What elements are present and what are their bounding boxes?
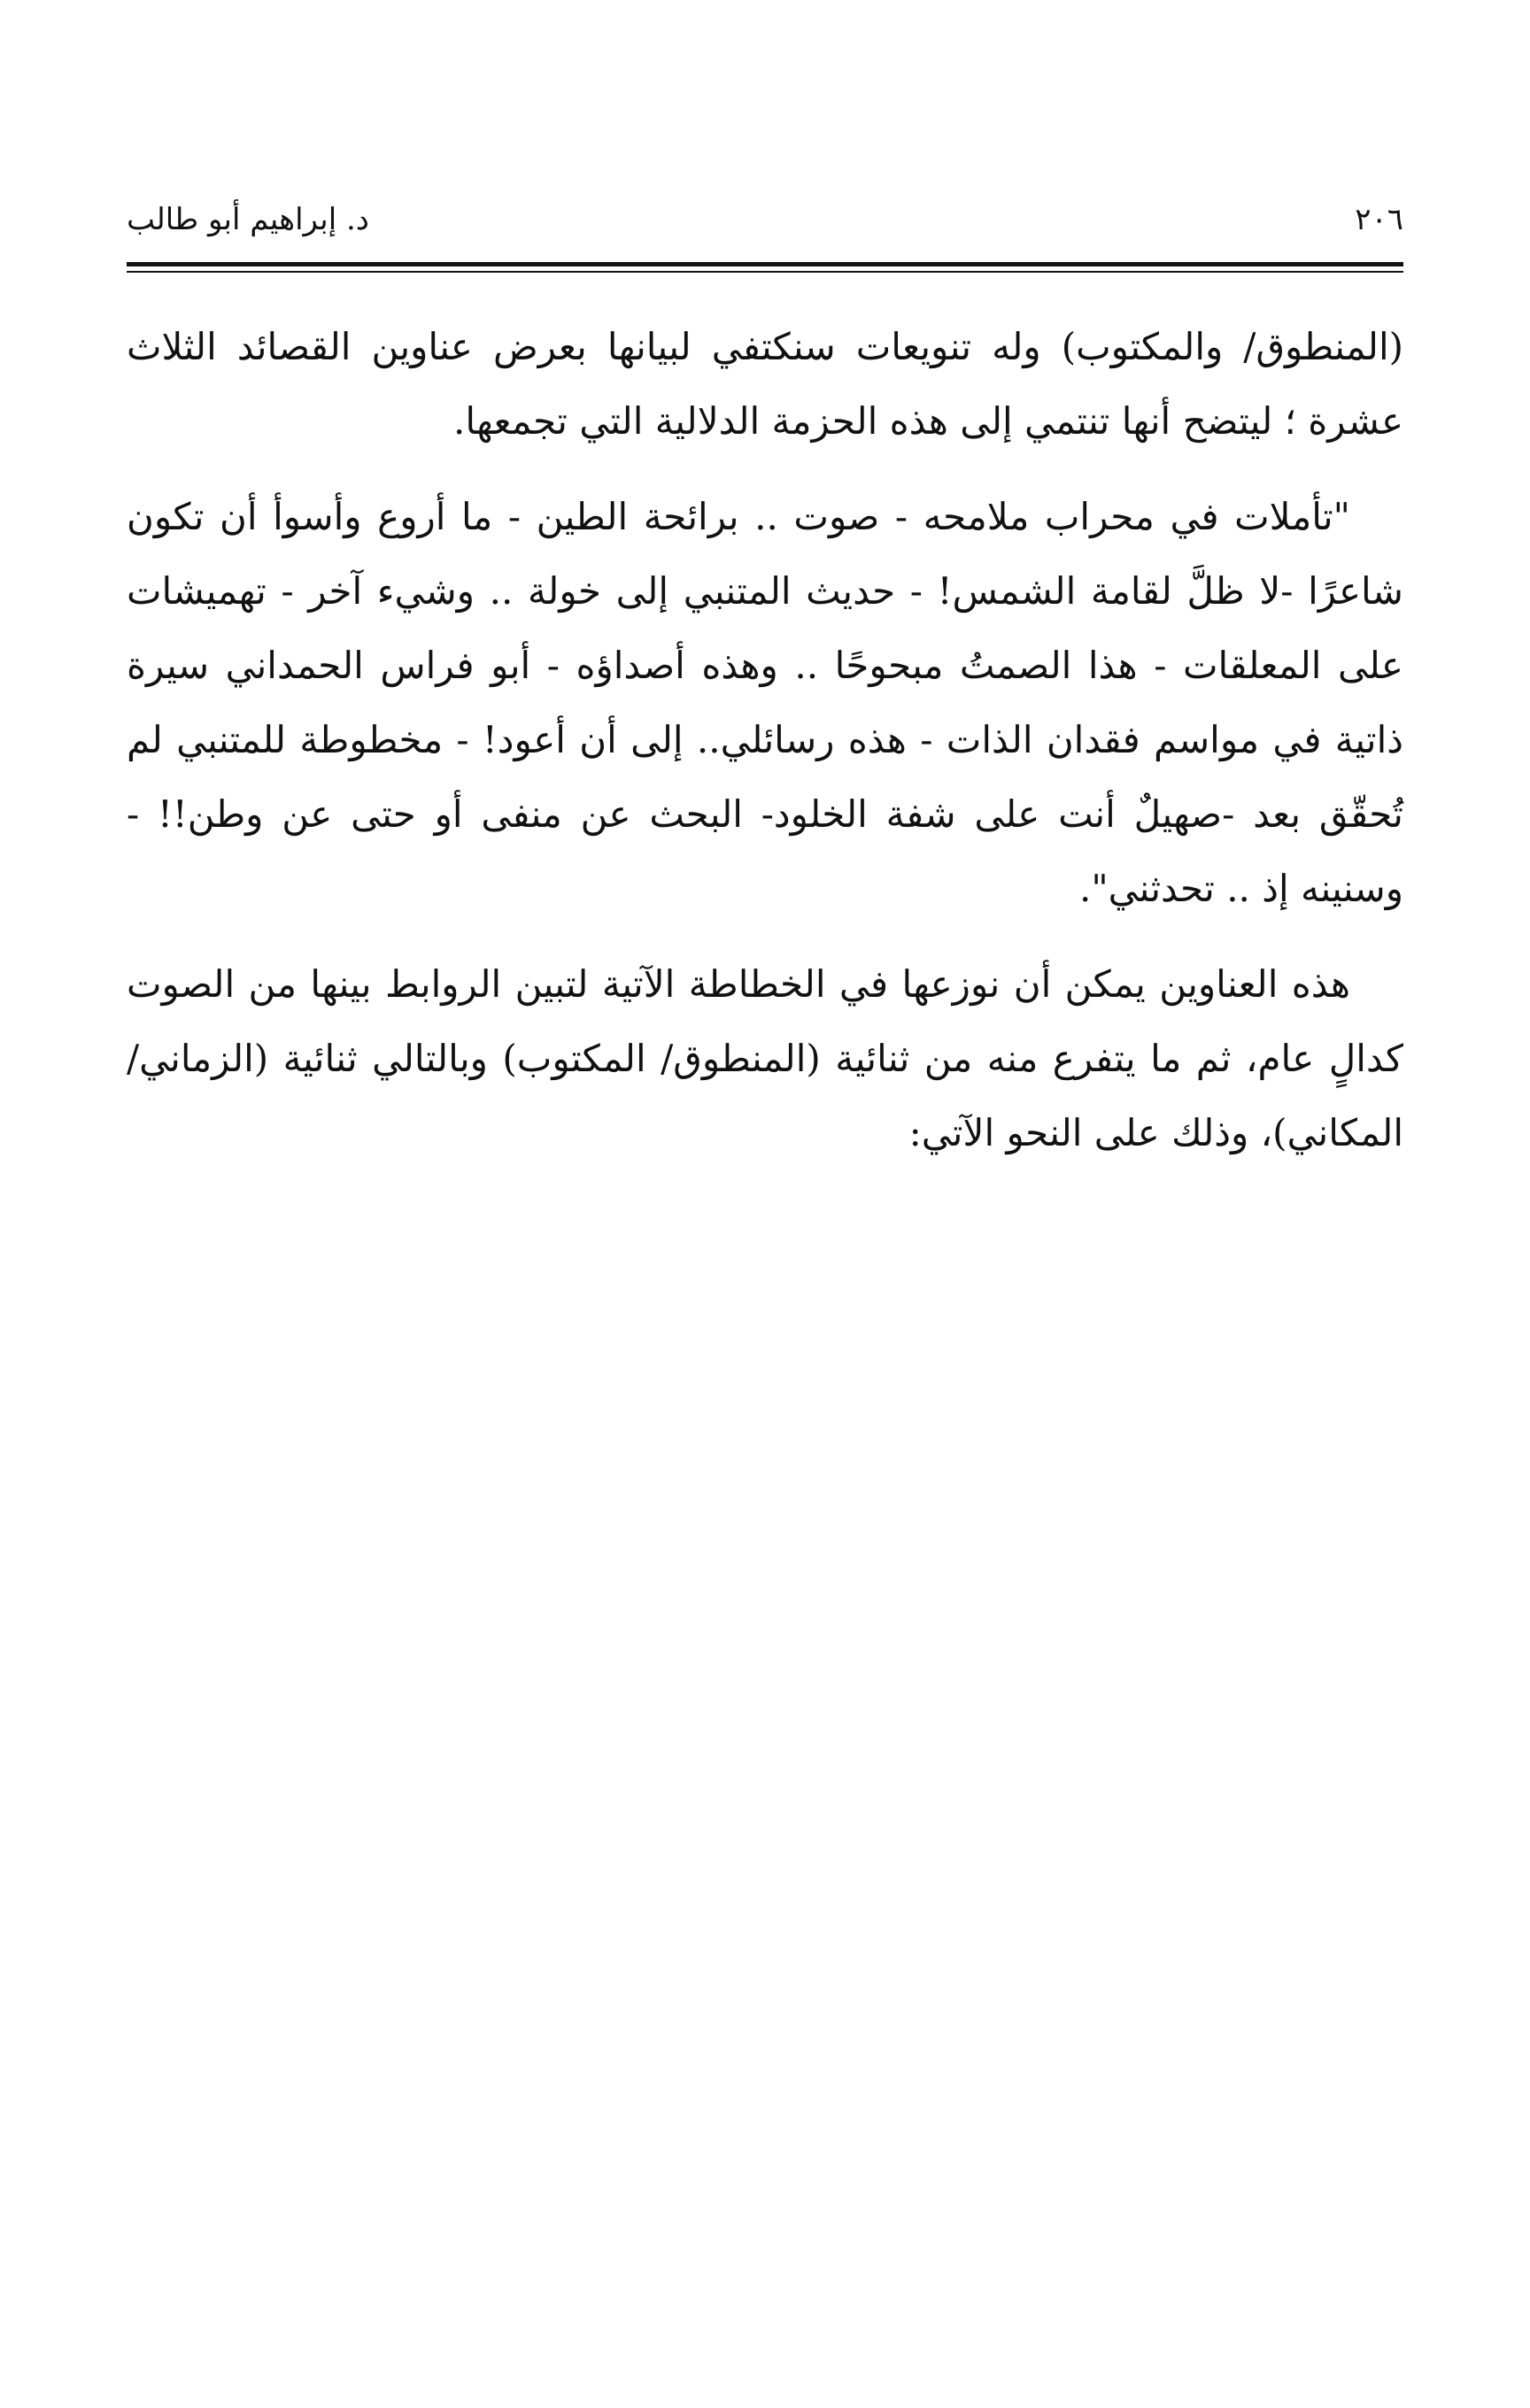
paragraph-3: هذه العناوين يمكن أن نوزعها في الخطاطة الآتية لتبين الروابط بينها من الصوت كدالٍ عام، ثم ما يتفرع منه من ثنائية (المنطوق/ المكتوب) وبالتالي ثنائية (الزماني/ المكاني)، وذلك على النحو الآتي:: [127, 962, 1403, 1154]
header-rule-thick: [127, 262, 1403, 266]
page-number: ٢٠٦: [1355, 202, 1403, 237]
paragraph-1: (المنطوق/ والمكتوب) وله تنويعات سنكتفي لبيانها بعرض عناوين القصائد الثلاث عشرة ؛ ليتضح أنها تنتمي إلى هذه الحزمة الدلالية التي تجمعها.: [127, 325, 1403, 443]
header-rule-thin: [127, 271, 1403, 273]
paragraph-2-poem-titles: "تأملات في محراب ملامحه - صوت .. برائحة الطين - ما أروع وأسوأ أن تكون شاعرًا -لا ظلَّ لقامة الشمس! - حديث المتنبي إلى خولة .. وشيء آخر - تهميشات على المعلقات - هذا الصمتُ مبحوحًا .. وهذه أصداؤه - أبو فراس الحمداني سيرة ذاتية في مواسم فقدان الذات - هذه رسائلي.. إلى أن أعود! - مخطوطة للمتنبي لم تُحقّق بعد -صهيلٌ أنت على شفة الخلود- البحث عن منفى أو حتى عن وطن!! - وسنينه إذ .. تحدثني".: [127, 495, 1403, 910]
body-text: [127, 310, 1403, 1192]
author-name: د. إبراهيم أبو طالب: [127, 202, 369, 237]
running-header: [127, 202, 1403, 255]
